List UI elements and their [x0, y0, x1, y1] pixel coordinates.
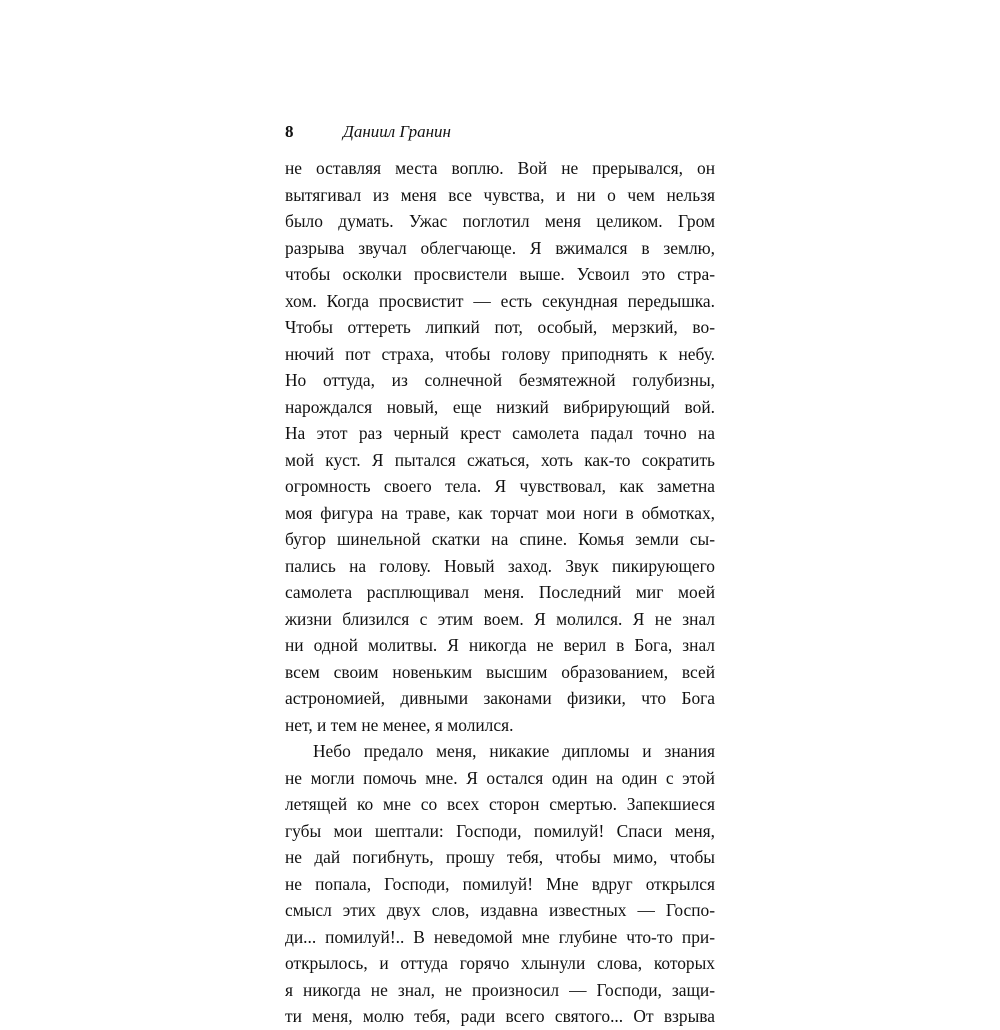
text-line: я никогда не знал, не произносил — Господи, защи-	[285, 979, 715, 1000]
text-line: огромность своего тела. Я чувствовал, как заметна	[285, 476, 715, 496]
running-head	[285, 120, 451, 144]
text-line: пались на голову. Новый заход. Звук пикирующего	[285, 555, 715, 576]
text-line: ти меня, молю тебя, ради всего святого... От взрыва	[285, 1006, 715, 1026]
text-line: нарождался новый, еще низкий вибрирующий вой.	[285, 396, 715, 417]
text-line: не могли помочь мне. Я остался один на один с этой	[285, 767, 715, 788]
text-line: моя фигура на траве, как торчат мои ноги в обмотках,	[285, 502, 715, 523]
text-line: ди... помилуй!.. В неведомой мне глубине что-то при-	[285, 926, 715, 947]
text-line: губы мои шептали: Господи, помилуй! Спаси меня,	[285, 820, 715, 841]
text-line: мой куст. Я пытался сжаться, хоть как-то сократить	[285, 449, 715, 470]
text-line: открылось, и оттуда горячо хлынули слова, которых	[285, 953, 715, 973]
text-line: не оставляя места воплю. Вой не прерывался, он	[285, 158, 715, 178]
text-line: не дай погибнуть, прошу тебя, чтобы мимо, чтобы	[285, 847, 715, 867]
text-line: самолета расплющивал меня. Последний миг моей	[285, 582, 715, 602]
page-number: 8	[285, 122, 294, 141]
text-line: бугор шинельной скатки на спине. Комья земли сы-	[285, 529, 715, 549]
text-line: ни одной молитвы. Я никогда не верил в Бога, знал	[285, 635, 715, 655]
text-line: вытягивал из меня все чувства, и ни о чем нельзя	[285, 184, 715, 205]
text-line: Небо предало меня, никакие дипломы и знания	[313, 741, 715, 761]
body-text	[285, 155, 715, 1030]
text-line: жизни близился с этим воем. Я молился. Я не знал	[285, 608, 715, 629]
text-line: На этот раз черный крест самолета падал точно на	[285, 423, 715, 443]
author-name: Даниил Гранин	[343, 122, 451, 141]
text-line: разрыва звучал облегчающе. Я вжимался в землю,	[285, 237, 715, 258]
text-line: нет, и тем не менее, я молился.	[285, 714, 514, 735]
text-line: астрономией, дивными законами физики, что Бога	[285, 688, 715, 708]
text-line: Но оттуда, из солнечной безмятежной голубизны,	[285, 370, 715, 390]
text-line: всем своим новеньким высшим образованием, всей	[285, 661, 715, 682]
text-line: смысл этих двух слов, издавна известных — Госпо-	[285, 900, 715, 920]
text-line: летящей ко мне со всех сторон смертью. Запекшиеся	[285, 794, 715, 814]
text-line: Чтобы оттереть липкий пот, особый, мерзкий, во-	[285, 317, 715, 337]
text-line: не попала, Господи, помилуй! Мне вдруг открылся	[285, 873, 715, 894]
text-line: было думать. Ужас поглотил меня целиком. Гром	[285, 211, 715, 231]
text-line: чтобы осколки просвистели выше. Усвоил это стра-	[285, 264, 715, 284]
text-line: хом. Когда просвистит — есть секундная передышка.	[285, 290, 715, 311]
text-line: нючий пот страха, чтобы голову приподнять к небу.	[285, 343, 715, 364]
